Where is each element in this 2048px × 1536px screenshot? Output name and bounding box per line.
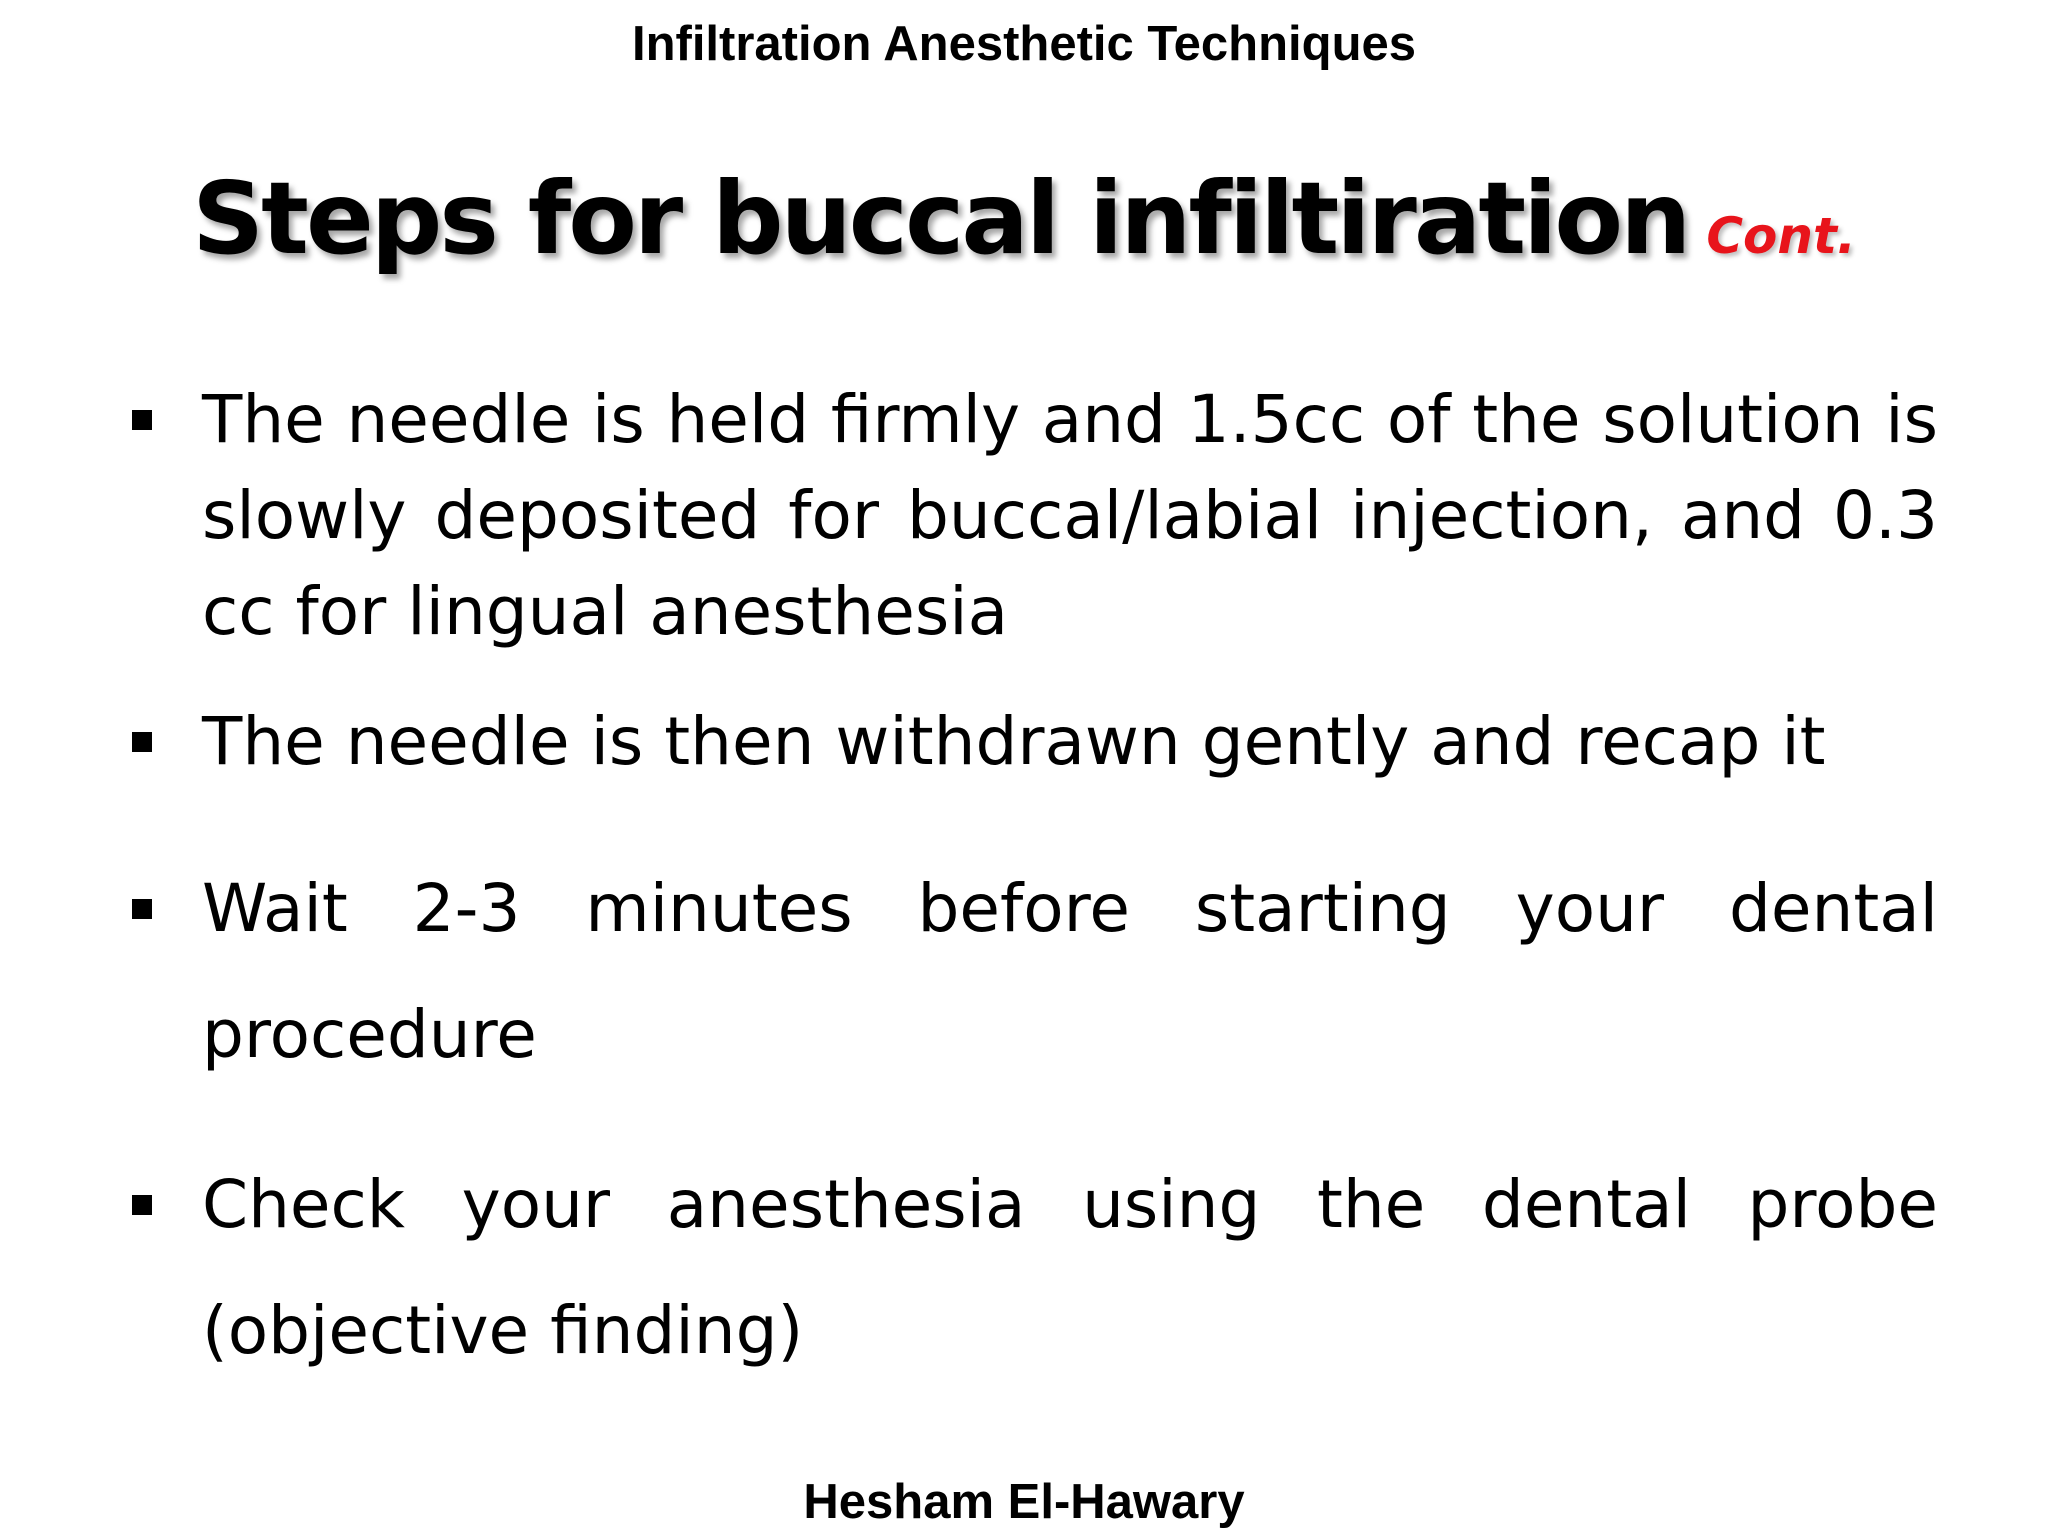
bullet-list bbox=[128, 372, 1938, 1394]
bullet-text: The needle is held firmly and 1.5cc of the solution is slowly deposited for buccal/labial injection, and 0.3 cc for lingual anesthesia bbox=[202, 381, 1938, 650]
bullet-item bbox=[128, 372, 1938, 660]
bullet-item bbox=[128, 1142, 1938, 1394]
slide-title-main: Steps for buccal infiltiration bbox=[192, 160, 1689, 277]
bullet-text: The needle is then withdrawn gently and recap it bbox=[202, 703, 1826, 780]
bullet-item bbox=[128, 694, 1938, 790]
bullet-text: Check your anesthesia using the dental probe (objective finding) bbox=[202, 1166, 1938, 1369]
square-bullet-icon bbox=[132, 1195, 152, 1215]
slide-title bbox=[0, 160, 2048, 277]
bullet-text: Wait 2-3 minutes before starting your dental procedure bbox=[202, 870, 1938, 1073]
bullet-item bbox=[128, 846, 1938, 1098]
square-bullet-icon bbox=[132, 899, 152, 919]
square-bullet-icon bbox=[132, 410, 152, 430]
slide-footer-author: Hesham El-Hawary bbox=[803, 1475, 1245, 1529]
slide-title-cont: Cont. bbox=[1706, 207, 1856, 265]
slide-header: Infiltration Anesthetic Techniques bbox=[631, 17, 1417, 71]
square-bullet-icon bbox=[132, 732, 152, 752]
